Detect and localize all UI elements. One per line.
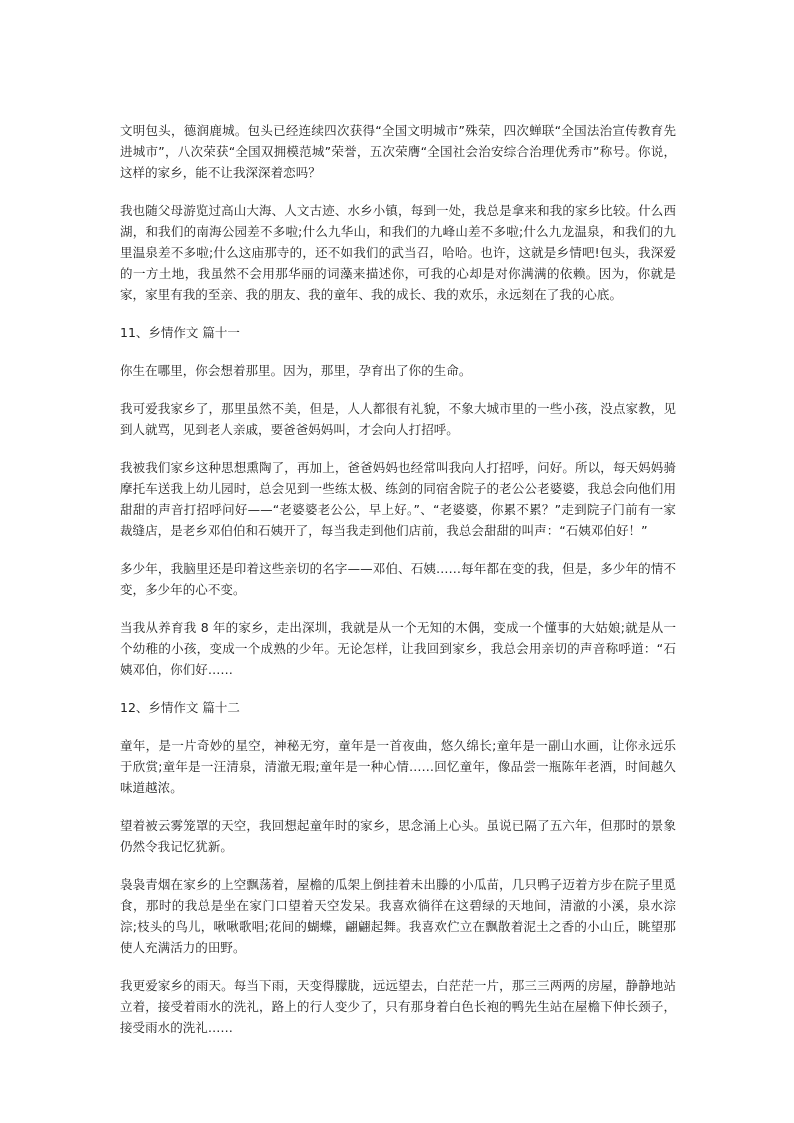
- paragraph-spacer: [120, 183, 676, 200]
- paragraph-spacer: [120, 857, 676, 874]
- section-heading: 12、乡情作文 篇十二: [120, 700, 240, 715]
- paragraph-spacer: [120, 381, 676, 398]
- paragraph-spacer: [120, 958, 676, 975]
- paragraph: 文明包头，德润鹿城。包头已经连续四次获得“全国文明城市”殊荣，四次蝉联“全国法治宣传教育先进城市”，八次荣获“全国双拥模范城”荣誉，五次荣膺“全国社会治安综合治理优秀市”称号。你说，这样的家乡，能不让我深深着恋吗？: [120, 123, 676, 180]
- paragraph-spacer: [120, 798, 676, 815]
- paragraph: 我可爱我家乡了，那里虽然不美，但是，人人都很有礼貌，不象大城市里的一些小孩，没点家教，见到人就骂，见到老人亲戚，要爸爸妈妈叫，才会向人打招呼。: [120, 401, 676, 437]
- paragraph: 我也随父母游览过高山大海、人文古迹、水乡小镇，每到一处，我总是拿来和我的家乡比较。什么西湖，和我们的南海公园差不多啦;什么九华山，和我们的九峰山差不多啦;什么九龙温泉，和我们的九里温泉差不多啦;什么这庙那寺的，还不如我们的武当召，哈哈。也许，这就是乡情吧!包头，我深爱的一方土地，我虽然不会用那华丽的词藻来描述你，可我的心却是对你满满的依赖。因为，你就是家，家里有我的至亲、我的朋友、我的童年、我的成长、我的欢乐，永远刻在了我的心底。: [120, 203, 676, 302]
- paragraph-spacer: [120, 343, 676, 360]
- paragraph-spacer: [120, 305, 676, 322]
- paragraph-spacer: [120, 718, 676, 735]
- paragraph: 我被我们家乡这种思想熏陶了，再加上，爸爸妈妈也经常叫我向人打招呼，问好。所以，每天妈妈骑摩托车送我上幼儿园时，总会见到一些练太极、练剑的同宿舍院子的老公公老婆婆，我总会向他们用甜甜的声音打招呼问好——“老婆婆老公公，早上好。”、“老婆婆，你累不累？”走到院子门前有一家裁缝店，是老乡邓伯伯和石姨开了，每当我走到他们店前，我总会甜甜的叫声：“石姨邓伯好！”: [120, 460, 676, 538]
- document-page: [120, 120, 676, 1038]
- paragraph-spacer: [120, 541, 676, 558]
- paragraph: 当我从养育我 8 年的家乡，走出深圳，我就是从一个无知的木偶，变成一个懂事的大姑娘;就是从一个幼稚的小孩，变成一个成熟的少年。无论怎样，让我回到家乡，我总会用亲切的声音称呼道：“石姨邓伯，你们好……: [120, 620, 676, 677]
- paragraph-spacer: [120, 600, 676, 617]
- paragraph-spacer: [120, 440, 676, 457]
- paragraph: 袅袅青烟在家乡的上空飘荡着，屋檐的瓜架上倒挂着未出滕的小瓜苗，几只鸭子迈着方步在院子里觅食，那时的我总是坐在家门口望着天空发呆。我喜欢徜徉在这碧绿的天地间，清澈的小溪，泉水淙淙;枝头的鸟儿，啾啾歌唱;花间的蝴蝶，翩翩起舞。我喜欢伫立在飘散着泥土之香的小山丘，眺望那使人充满活力的田野。: [120, 877, 676, 955]
- paragraph-spacer: [120, 680, 676, 697]
- paragraph: 我更爱家乡的雨天。每当下雨，天变得朦胧，远远望去，白茫茫一片，那三三两两的房屋，静静地站立着，接受着雨水的洗礼，路上的行人变少了，只有那身着白色长袍的鸭先生站在屋檐下伸长颈子，接受雨水的洗礼……: [120, 978, 676, 1035]
- paragraph: 望着被云雾笼罩的天空，我回想起童年时的家乡，思念涌上心头。虽说已隔了五六年，但那时的景象仍然令我记忆犹新。: [120, 818, 676, 854]
- paragraph: 你生在哪里，你会想着那里。因为，那里，孕育出了你的生命。: [120, 363, 472, 378]
- paragraph: 童年，是一片奇妙的星空，神秘无穷，童年是一首夜曲，悠久绵长;童年是一副山水画，让你永远乐于欣赏;童年是一汪清泉，清澈无瑕;童年是一种心情……回忆童年，像品尝一瓶陈年老酒，时间越久味道越浓。: [120, 738, 676, 795]
- section-heading: 11、乡情作文 篇十一: [120, 325, 240, 340]
- paragraph: 多少年，我脑里还是印着这些亲切的名字——邓伯、石姨……每年都在变的我，但是，多少年的情不变，多少年的心不变。: [120, 561, 676, 597]
